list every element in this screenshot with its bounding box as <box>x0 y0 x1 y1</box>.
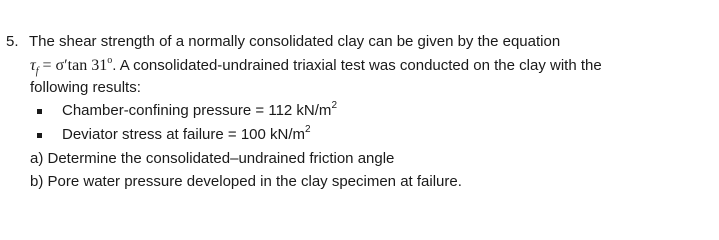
results-intro: following results: <box>30 79 141 96</box>
result-text: Chamber-confining pressure = 112 kN/m <box>62 102 332 119</box>
shear-strength-equation <box>30 55 113 78</box>
tau-subscript: f <box>35 66 39 78</box>
tau-symbol: $\tau_f$ <box>30 57 39 78</box>
degree-symbol: o <box>107 55 113 66</box>
question-intro-line <box>6 33 560 51</box>
result-item-confining-pressure <box>62 102 337 120</box>
question-number: 5. <box>6 33 19 50</box>
question-intro-text: The shear strength of a normally consolidated clay can be given by the equation <box>29 33 561 50</box>
bullet-marker <box>37 133 42 138</box>
unit-exponent: 2 <box>305 124 311 135</box>
bullet-marker <box>37 109 42 114</box>
part-b: b) Pore water pressure developed in the clay specimen at failure. <box>30 173 462 190</box>
part-a: a) Determine the consolidated–undrained friction angle <box>30 150 395 167</box>
equation-line <box>30 57 602 81</box>
equation-tail-text: . A consolidated-undrained triaxial test was conducted on the clay with the <box>112 57 602 74</box>
result-item-deviator-stress <box>62 126 311 144</box>
equation-rhs: = σ′tan 31 <box>42 57 108 74</box>
result-text: Deviator stress at failure = 100 kN/m <box>62 126 306 143</box>
unit-exponent: 2 <box>331 100 337 111</box>
